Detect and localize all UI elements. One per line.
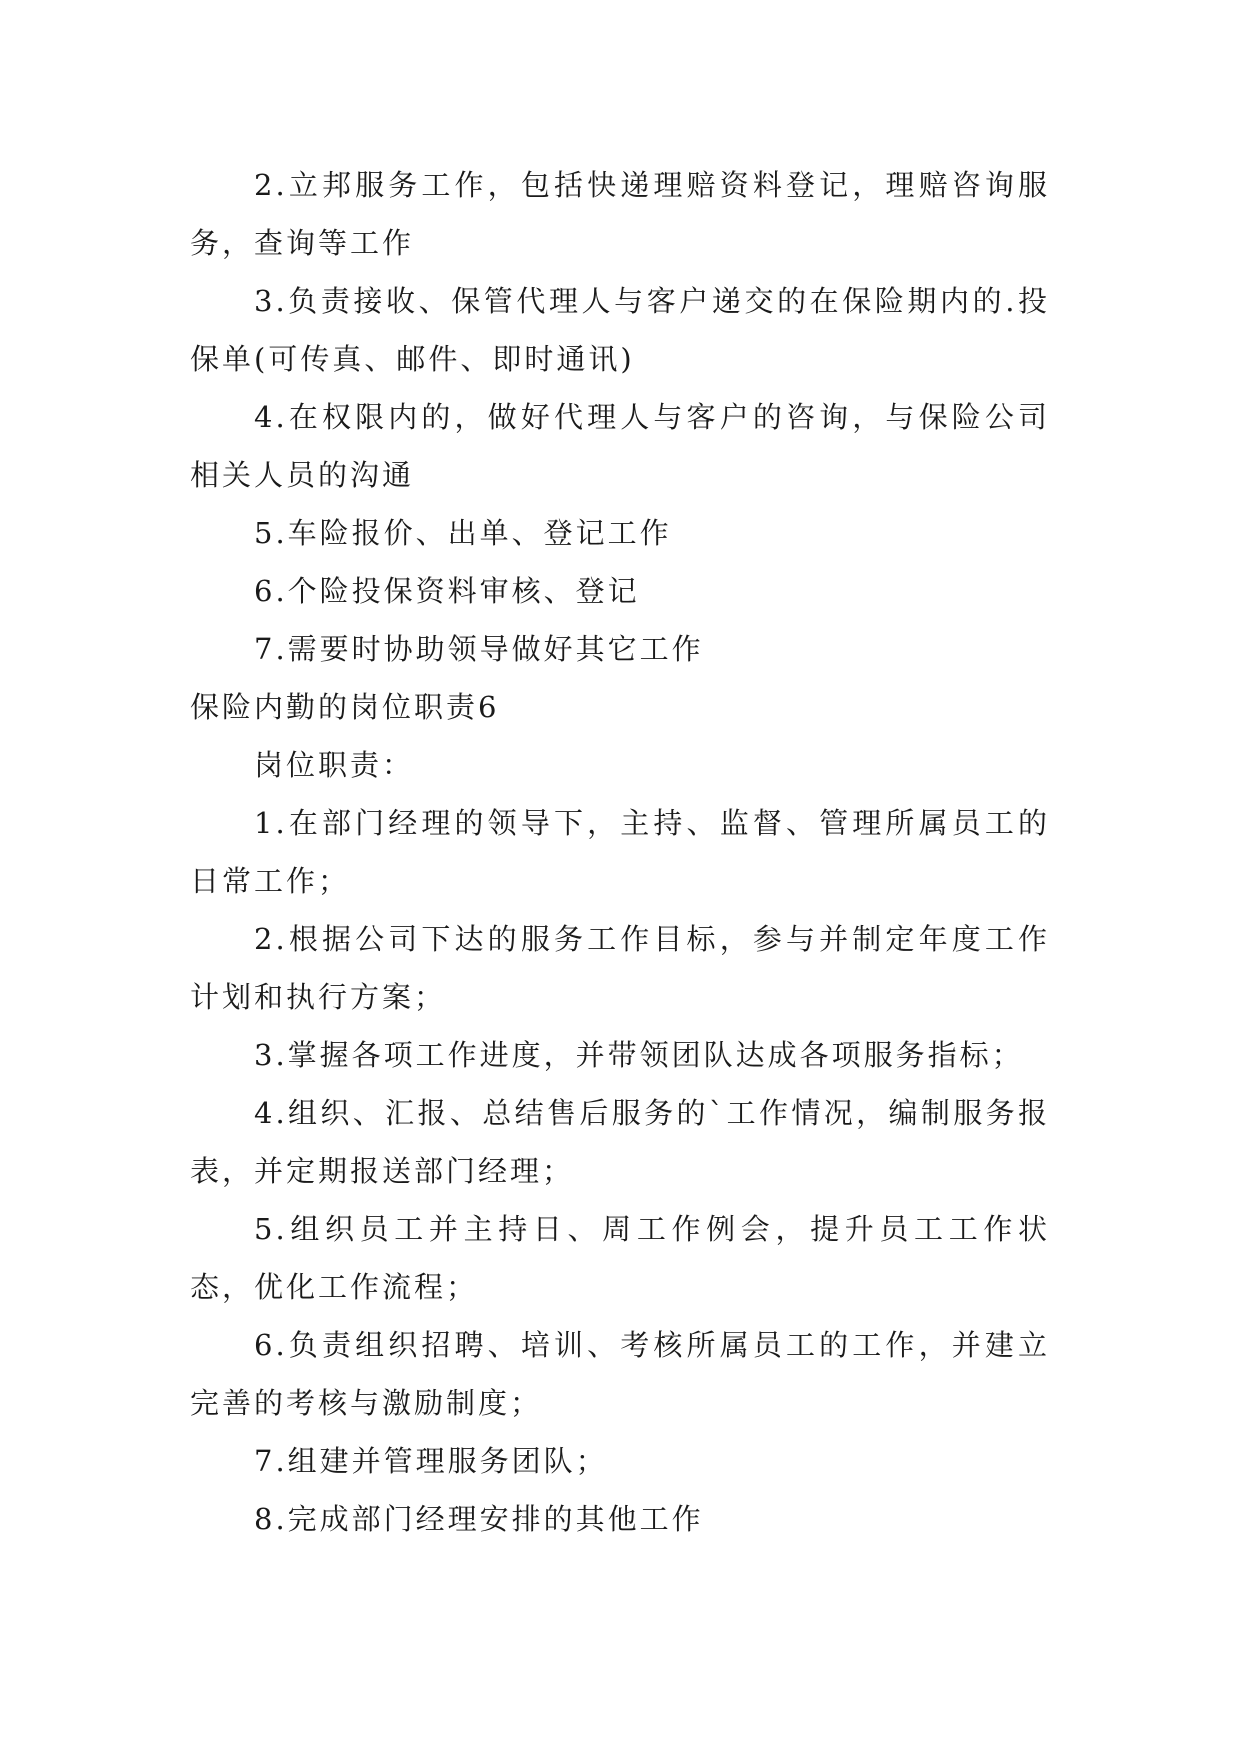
list-item: 6.负责组织招聘、培训、考核所属员工的工作，并建立完善的考核与激励制度； xyxy=(190,1328,1050,1420)
list-item: 4.组织、汇报、总结售后服务的`工作情况，编制服务报表，并定期报送部门经理； xyxy=(190,1096,1050,1188)
list-item: 1.在部门经理的领导下，主持、监督、管理所属员工的日常工作； xyxy=(190,806,1050,898)
document-body xyxy=(190,156,1050,1548)
section-heading: 保险内勤的岗位职责6 xyxy=(190,690,500,724)
list-item: 3.掌握各项工作进度，并带领团队达成各项服务指标； xyxy=(254,1038,1024,1072)
list-item: 7.组建并管理服务团队； xyxy=(254,1444,608,1478)
paragraph: 7.需要时协助领导做好其它工作 xyxy=(254,632,704,666)
list-item: 2.根据公司下达的服务工作目标，参与并制定年度工作计划和执行方案； xyxy=(190,922,1050,1014)
paragraph: 4.在权限内的，做好代理人与客户的咨询，与保险公司相关人员的沟通 xyxy=(190,400,1050,492)
paragraph: 6.个险投保资料审核、登记 xyxy=(254,574,640,608)
paragraph: 2.立邦服务工作，包括快递理赔资料登记，理赔咨询服务，查询等工作 xyxy=(190,168,1050,260)
list-item: 8.完成部门经理安排的其他工作 xyxy=(254,1502,704,1536)
paragraph: 5.车险报价、出单、登记工作 xyxy=(254,516,672,550)
section-intro: 岗位职责： xyxy=(254,748,415,782)
paragraph: 3.负责接收、保管代理人与客户递交的在保险期内的.投保单(可传真、邮件、即时通讯) xyxy=(190,284,1050,376)
list-item: 5.组织员工并主持日、周工作例会，提升员工工作状态，优化工作流程； xyxy=(190,1212,1050,1304)
